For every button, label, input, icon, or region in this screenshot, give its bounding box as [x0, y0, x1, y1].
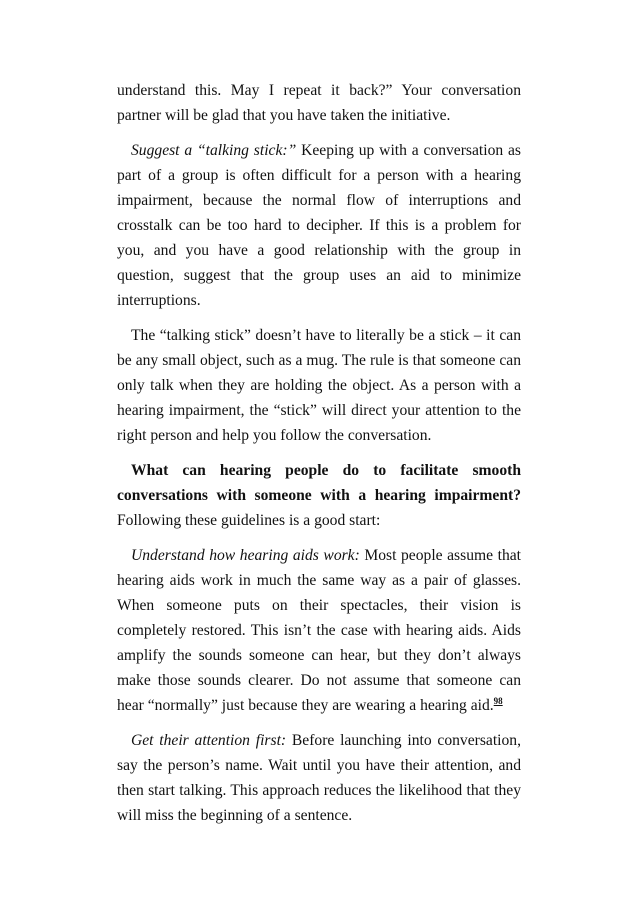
paragraph-continuation [117, 78, 521, 128]
footnote-link[interactable]: 98 [493, 695, 503, 706]
paragraph-hearing-people [117, 458, 521, 533]
paragraph-text: Keeping up with a conversation as part of a group is often difficult for a person with a hearing impairment, because the normal flow of interruptions and crosstalk can be too hard to decipher. If this is a problem for you, and you have a good relationship with the group in question, suggest that the group uses an aid to minimize interruptions. [117, 142, 521, 309]
paragraph-text: Most people assume that hearing aids work in much the same way as a pair of glasses. When someone puts on their spectacles, their vision is completely restored. This isn’t the case with hearing aids. Aids amplify the sounds someone can hear, but they don’t always make those sounds clearer. Do not assume that someone can hear “normally” just because they are wearing a hearing aid. [117, 547, 521, 714]
paragraph-lead: Understand how hearing aids work: [131, 547, 360, 564]
paragraph-lead: Suggest a “talking stick:” [131, 142, 297, 159]
paragraph-talking-stick-detail [117, 323, 521, 448]
paragraph-attention [117, 728, 521, 828]
paragraph-hearing-aids [117, 543, 521, 718]
paragraph-lead: Get their attention first: [131, 732, 287, 749]
paragraph-talking-stick [117, 138, 521, 313]
paragraph-text: understand this. May I repeat it back?” Your conversation partner will be glad that you have taken the initiative. [117, 82, 521, 124]
paragraph-text: Following these guidelines is a good start: [117, 512, 381, 529]
paragraph-heading: What can hearing people do to facilitate smooth conversations with someone with a hearing impairment? [117, 462, 521, 504]
paragraph-text: The “talking stick” doesn’t have to literally be a stick – it can be any small object, such as a mug. The rule is that someone can only talk when they are holding the object. As a person with a hearing impairment, the “stick” will direct your attention to the right person and help you follow the conversation. [117, 327, 521, 444]
document-page [117, 78, 521, 838]
paragraph-text: Before launching into conversation, say the person’s name. Wait until you have their attention, and then start talking. This approach reduces the likelihood that they will miss the beginning of a sentence. [117, 732, 521, 824]
